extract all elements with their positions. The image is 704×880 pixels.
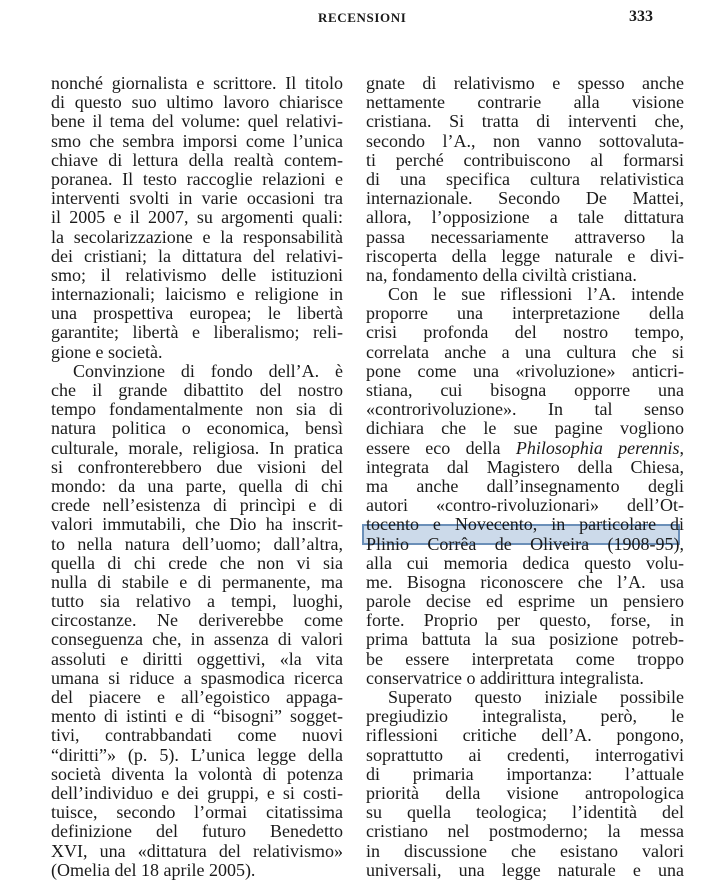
running-head	[0, 10, 704, 34]
text-line: poranea. Il testo raccoglie relazioni e	[51, 168, 343, 189]
text-line: tivi, contrabbandati come nuovi	[51, 725, 343, 746]
text-line: gione e società.	[51, 341, 163, 362]
text-line: valori immutabili, che Dio ha inscrit-	[51, 514, 343, 535]
text-line: (Omelia del 18 aprile 2005).	[51, 859, 256, 880]
text-line: allora, l’opposizione a tale dittatura	[366, 207, 684, 228]
text-line: garantite; libertà e liberalismo; reli-	[51, 322, 343, 343]
text-line: riscoperta della legge naturale e divi-	[366, 245, 684, 266]
text-line: mondo: da una parte, quella di chi	[51, 475, 343, 496]
text-line: correlata anche a una cultura che si	[366, 341, 684, 362]
text-line: stiana, cui bisogna opporre una	[366, 380, 684, 400]
text-segment: ,	[679, 437, 684, 458]
text-line: integrata dal Magistero della Chiesa,	[366, 456, 684, 477]
text-line: internazionale. Secondo De Mattei,	[366, 188, 684, 209]
text-line: pone come una «rivoluzione» anticri-	[366, 360, 684, 381]
text-line: cristiana. Si tratta di interventi che,	[366, 111, 684, 132]
page-number: 333	[629, 8, 653, 25]
text-line: tuisce, secondo l’ormai citatissima	[51, 802, 343, 823]
text-line: Superato questo iniziale possibile	[388, 687, 684, 707]
text-line: internazionali; laicismo e religione in	[51, 284, 343, 305]
text-line: forte. Proprio per questo, forse, in	[366, 610, 684, 631]
text-line: tocento e Novecento, in particolare di	[366, 514, 684, 535]
text-line: nettamente contrarie alla visione	[366, 92, 684, 113]
text-line: autori «contro-rivoluzionari» dell’Ot-	[366, 495, 684, 516]
text-line: umana si riduce a spasmodica ricerca	[51, 667, 343, 688]
text-line: priorità della visione antropologica	[366, 782, 684, 803]
text-line: smo che sembra imporsi come l’unica	[51, 130, 343, 151]
text-line: prima battuta la sua posizione potreb-	[366, 629, 684, 650]
text-line: riflessioni critiche dell’A. pongono,	[366, 725, 684, 746]
text-line: ma anche dall’insegnamento degli	[366, 475, 684, 496]
text-line: di questo suo ultimo lavoro chiarisce	[51, 92, 343, 113]
text-line: crisi profonda del nostro tempo,	[366, 322, 684, 343]
text-line: proporre una interpretazione della	[366, 303, 684, 324]
text-line: be essere interpretata come troppo	[366, 648, 684, 669]
text-line: alla cui memoria dedica questo volu-	[366, 552, 684, 573]
text-line: dichiara che le sue pagine vogliono	[366, 418, 684, 439]
text-line: nonché giornalista e scrittore. Il titolo	[51, 73, 343, 93]
text-line: to nella natura dell’uomo; dall’altra,	[51, 533, 343, 554]
text-segment: essere eco della	[366, 437, 516, 458]
text-line: su quella teologica; l’identità del	[366, 802, 684, 823]
italic-title: Philosophia perennis	[515, 437, 680, 458]
text-line: universali, una legge naturale e una	[366, 859, 684, 880]
text-line: “diritti”» (p. 5). L’unica legge della	[51, 744, 343, 765]
text-line: XVI, una «dittatura del relativismo»	[51, 840, 343, 861]
text-line: me. Bisogna riconoscere che l’A. usa	[366, 571, 684, 592]
left-column	[51, 74, 343, 880]
section-title: RECENSIONI	[318, 10, 407, 25]
text-line: che il grande dibattito del nostro	[51, 380, 343, 400]
text-line: una prospettiva europea; le libertà	[51, 303, 343, 324]
text-line: crede nell’esistenza di princìpi e di	[51, 495, 343, 516]
text-line: «controrivoluzione». In tal senso	[366, 399, 684, 420]
text-line: passa necessariamente attraverso la	[366, 226, 684, 247]
text-line: tempo fondamentalmente non sia di	[51, 399, 343, 420]
text-line: di una specifica cultura relativistica	[366, 168, 684, 189]
text-line: smo; il relativismo delle istituzioni	[51, 264, 343, 285]
text-line: conseguenza che, in assenza di valori	[51, 629, 343, 650]
text-line: secondo l’A., non vanno sottovaluta-	[366, 130, 684, 151]
right-column	[366, 74, 684, 880]
text-line: dei cristiani; la dittatura del relativi-	[51, 245, 343, 266]
text-line: pregiudizio integralista, però, le	[366, 706, 684, 727]
text-line: in discussione che esistano valori	[366, 840, 684, 861]
text-line: natura politica o economica, bensì	[51, 418, 343, 439]
text-line: la secolarizzazione e la responsabilità	[51, 226, 343, 247]
text-line: tutto sia relativo a tempi, luoghi,	[51, 591, 343, 612]
text-line: gnate di relativismo e spesso anche	[366, 73, 684, 93]
text-line: ti perché contribuiscono al formarsi	[366, 149, 684, 170]
text-line: na, fondamento della civiltà cristiana.	[366, 264, 637, 285]
text-line: interventi svolti in varie occasioni tra	[51, 188, 343, 209]
text-line: conservatrice o addirittura integralista.	[366, 667, 644, 688]
text-line: culturale, morale, religiosa. In pratica	[51, 437, 343, 458]
text-line: cristiano nel postmoderno; la messa	[366, 821, 684, 842]
text-line: Con le sue riflessioni l’A. intende	[388, 284, 684, 305]
text-line: soprattutto ai credenti, interrogativi	[366, 744, 684, 765]
text-line: chiave di lettura della realtà contem-	[51, 149, 343, 170]
text-line: definizione del futuro Benedetto	[51, 821, 343, 842]
text-line: bene il tema del volume: quel relativi-	[51, 111, 343, 132]
text-line: dell’individuo e dei gruppi, e si costi-	[51, 782, 343, 803]
text-line: società diventa la volontà di potenza	[51, 763, 343, 784]
text-line: di primaria importanza: l’attuale	[366, 763, 684, 784]
text-line: mento di istinti e di “bisogni” sogget-	[51, 706, 343, 727]
text-line: si confronterebbero due visioni del	[51, 456, 343, 477]
text-line: circostanze. Ne deriverebbe come	[51, 610, 343, 631]
text-line: nulla di stabile e di permanente, ma	[51, 571, 343, 592]
text-line	[366, 439, 684, 458]
text-line: del piacere e all’egoistico appaga-	[51, 687, 343, 707]
text-line: il 2005 e il 2007, su argomenti quali:	[51, 207, 343, 228]
text-line: Convinzione di fondo dell’A. è	[73, 360, 343, 381]
text-line: quella di chi crede che non vi sia	[51, 552, 343, 573]
text-line: assoluti e diritti oggettivi, «la vita	[51, 648, 343, 669]
selected-text-line[interactable]: Plinio Corrêa de Oliveira (1908-95),	[366, 533, 684, 554]
text-line: parole decise ed esprime un pensiero	[366, 591, 684, 612]
